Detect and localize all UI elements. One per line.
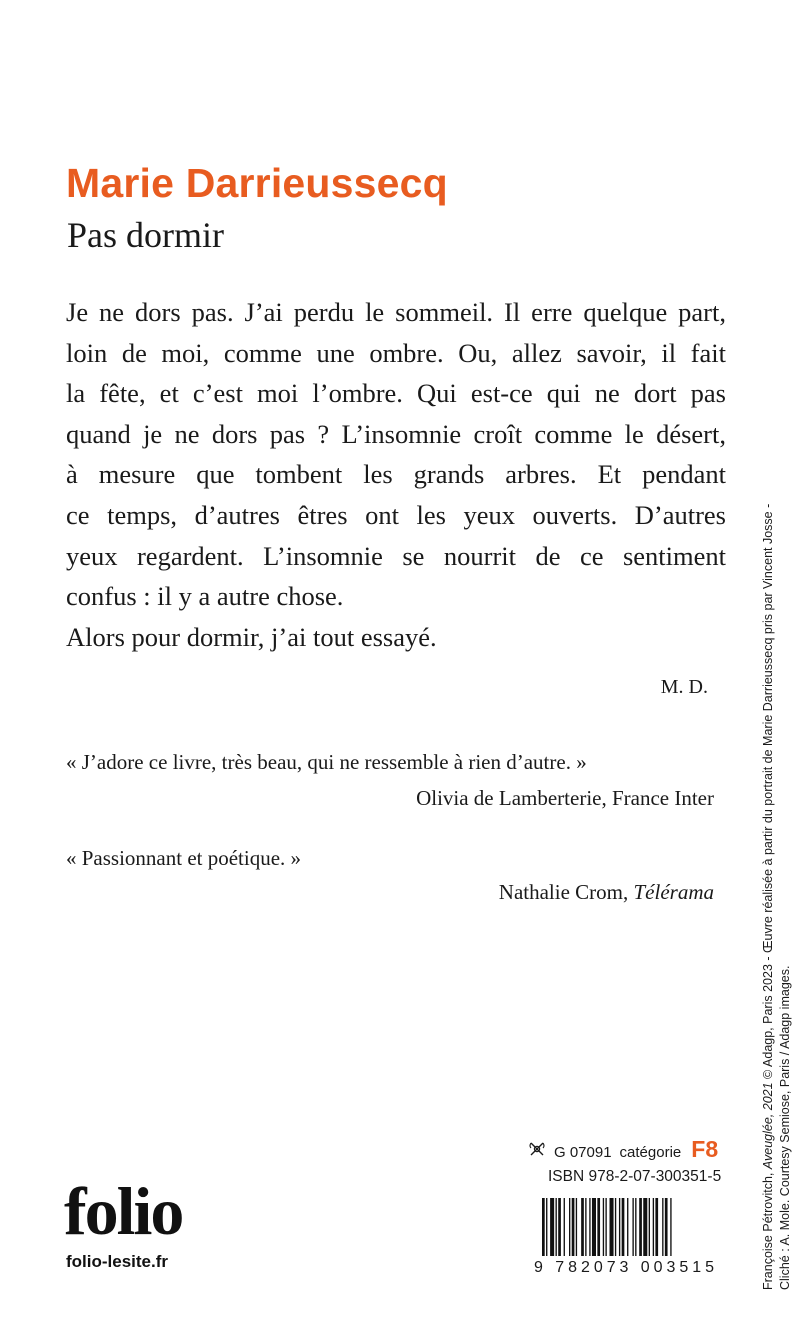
barcode-bar	[665, 1198, 668, 1256]
review-attribution-1: Olivia de Lamberterie, France Inter	[416, 786, 714, 810]
review-attribution-2	[499, 880, 714, 905]
barcode-bar	[615, 1198, 616, 1256]
blurb-signature: M. D.	[660, 676, 708, 698]
folio-logo: folio	[64, 1173, 183, 1249]
barcode-digits: 9 782073 003515	[534, 1259, 714, 1274]
barcode-bar	[603, 1198, 604, 1256]
reviewer-name: Nathalie Crom,	[498, 880, 629, 904]
credits-artist: Françoise Pétrovitch,	[761, 1172, 775, 1290]
barcode-bar	[597, 1198, 600, 1256]
barcode-bar	[542, 1198, 545, 1256]
credits-line-2: Cliché : A. Mole. Courtesy Semiose, Paris / Adagp images.	[778, 965, 792, 1290]
blurb-line: à mesure que tombent les grands arbres. Et pendant	[66, 459, 726, 490]
barcode-bar	[622, 1198, 625, 1256]
catalog-code: G 07091	[554, 1144, 612, 1161]
barcode-bar	[632, 1198, 633, 1256]
barcode-bar	[649, 1198, 650, 1256]
barcode-bar	[550, 1198, 554, 1256]
barcode-bar	[619, 1198, 620, 1256]
credits-rights: © Adagp, Paris 2023 - Œuvre réalisée à partir du portrait de Marie Darrieussecq pris par Vincent Josse -	[761, 503, 775, 1079]
barcode-bar	[564, 1198, 565, 1256]
barcode-bar	[635, 1198, 636, 1256]
barcode-bar	[662, 1198, 663, 1256]
blurb-line: Je ne dors pas. J’ai perdu le sommeil. Il erre quelque part,	[66, 297, 726, 327]
barcode-bar	[592, 1198, 596, 1256]
catalog-row	[528, 1136, 718, 1163]
barcode-bar	[576, 1198, 577, 1256]
review-quote-2: « Passionnant et poétique. »	[66, 846, 302, 870]
category-label: catégorie	[619, 1144, 682, 1161]
blurb	[66, 292, 726, 657]
barcode-bar	[581, 1198, 584, 1256]
barcode-bar	[627, 1198, 628, 1256]
barcode-bar	[653, 1198, 654, 1256]
knot-icon	[528, 1141, 546, 1162]
barcode-bar	[558, 1198, 561, 1256]
blurb-line: Alors pour dormir, j’ai tout essayé.	[66, 621, 437, 652]
blurb-line: ce temps, d’autres êtres ont les yeux ouverts. D’autres	[66, 499, 726, 530]
barcode-bar	[546, 1198, 547, 1256]
barcode-bar	[585, 1198, 586, 1256]
author-name: Marie Darrieussecq	[66, 160, 448, 206]
category-badge: F8	[691, 1136, 719, 1162]
barcode-bar	[670, 1198, 671, 1256]
credits-artwork: Aveuglée, 2021	[761, 1082, 775, 1170]
barcode-bar	[572, 1198, 575, 1256]
barcode-bar	[605, 1198, 606, 1256]
blurb-line: quand je ne dors pas ? L’insomnie croît comme le désert,	[66, 418, 726, 449]
blurb-line: loin de moi, comme une ombre. Ou, allez savoir, il fait	[66, 337, 726, 368]
barcode-bar	[655, 1198, 658, 1256]
barcode-bar	[610, 1198, 614, 1256]
barcode-bar	[556, 1198, 557, 1256]
barcode-bar	[569, 1198, 570, 1256]
barcode	[532, 1196, 718, 1274]
publisher-website[interactable]: folio-lesite.fr	[66, 1252, 169, 1271]
isbn: ISBN 978-2-07-300351-5	[548, 1168, 722, 1185]
blurb-line: confus : il y a autre chose.	[66, 581, 344, 612]
blurb-line: yeux regardent. L’insomnie se nourrit de ce sentiment	[66, 540, 726, 571]
barcode-bar	[643, 1198, 647, 1256]
credits-line-1	[760, 504, 777, 1290]
barcode-bar	[589, 1198, 590, 1256]
review-publication: Télérama	[633, 880, 714, 904]
cover-credits	[760, 504, 794, 1290]
review-quote-1: « J’adore ce livre, très beau, qui ne ressemble à rien d’autre. »	[66, 750, 587, 774]
book-title: Pas dormir	[67, 215, 224, 255]
blurb-line: la fête, et c’est moi l’ombre. Qui est-ce qui ne dort pas	[66, 378, 726, 409]
barcode-bar	[639, 1198, 642, 1256]
